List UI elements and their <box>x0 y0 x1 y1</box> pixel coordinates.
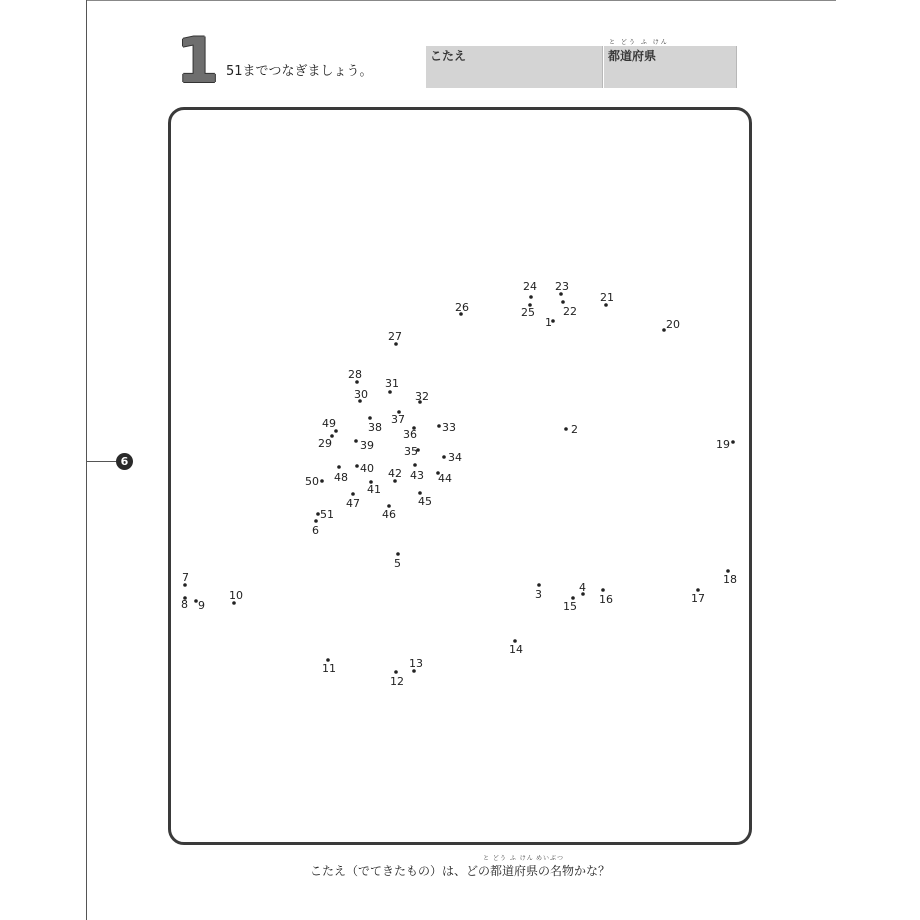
dot-label: 44 <box>438 472 452 485</box>
dot-23[interactable] <box>555 280 569 296</box>
dot-label: 5 <box>394 557 401 570</box>
bottom-question: こたえ（でてきたもの）は、どの都道府県の名物かな？ <box>309 864 610 878</box>
dot-37[interactable] <box>391 410 405 426</box>
dot-label: 21 <box>600 291 614 304</box>
dot-30[interactable] <box>354 388 368 403</box>
dot-point[interactable] <box>320 479 324 483</box>
dot-26[interactable] <box>455 301 469 316</box>
dot-label: 24 <box>523 280 537 293</box>
dot-label: 11 <box>322 662 336 675</box>
problem-number: 1 <box>176 24 220 97</box>
dot-label: 2 <box>571 423 578 436</box>
dot-2[interactable] <box>564 423 578 436</box>
dot-24[interactable] <box>523 280 537 299</box>
dot-label: 15 <box>563 600 577 613</box>
dot-35[interactable] <box>404 445 420 458</box>
answer-label: こたえ <box>430 49 467 63</box>
dot-label: 43 <box>410 469 424 482</box>
dot-label: 41 <box>367 483 381 496</box>
dot-21[interactable] <box>600 291 614 307</box>
dot-label: 38 <box>368 421 382 434</box>
dot-label: 22 <box>563 305 577 318</box>
dot-34[interactable] <box>442 451 462 464</box>
dot-label: 47 <box>346 497 360 510</box>
dot-label: 26 <box>455 301 469 314</box>
dot-label: 34 <box>448 451 462 464</box>
dot-label: 49 <box>322 417 336 430</box>
dot-4[interactable] <box>579 581 586 596</box>
dot-29[interactable] <box>318 434 334 450</box>
dot-43[interactable] <box>410 463 424 482</box>
dot-6[interactable] <box>312 519 319 537</box>
dot-20[interactable] <box>662 318 680 332</box>
dot-point[interactable] <box>354 439 358 443</box>
dot-47[interactable] <box>346 492 360 510</box>
dot-label: 12 <box>390 675 404 688</box>
dot-point[interactable] <box>355 464 359 468</box>
dot-25[interactable] <box>521 303 535 319</box>
dot-5[interactable] <box>394 552 401 570</box>
dot-label: 35 <box>404 445 418 458</box>
dot-9[interactable] <box>194 599 205 612</box>
dot-point[interactable] <box>368 416 372 420</box>
dot-label: 48 <box>334 471 348 484</box>
question-ruby-meibutsu: めいぶつ <box>536 855 565 862</box>
dot-38[interactable] <box>368 416 382 434</box>
dot-label: 27 <box>388 330 402 343</box>
prefecture-label: 都道府県 <box>608 49 657 63</box>
dot-label: 7 <box>182 571 189 584</box>
dot-point[interactable] <box>537 583 541 587</box>
dot-12[interactable] <box>390 670 404 688</box>
dot-11[interactable] <box>322 658 336 675</box>
prefecture-ruby: と どう ふ けん <box>609 39 669 46</box>
dot-1[interactable] <box>545 316 555 329</box>
dot-point[interactable] <box>564 427 568 431</box>
dot-27[interactable] <box>388 330 402 346</box>
page-number-badge: 6 <box>116 453 133 470</box>
dot-label: 42 <box>388 467 402 480</box>
dot-13[interactable] <box>409 657 423 673</box>
dot-label: 45 <box>418 495 432 508</box>
dot-point[interactable] <box>731 440 735 444</box>
dot-label: 3 <box>535 588 542 601</box>
question-ruby-prefecture: と どう ふ けん <box>483 855 534 862</box>
dot-46[interactable] <box>382 504 396 521</box>
dot-22[interactable] <box>561 300 577 318</box>
dot-label: 51 <box>320 508 334 521</box>
dot-18[interactable] <box>723 569 737 586</box>
dot-51[interactable] <box>316 508 334 521</box>
dot-label: 40 <box>360 462 374 475</box>
dot-50[interactable] <box>305 475 324 488</box>
dot-label: 50 <box>305 475 319 488</box>
dot-49[interactable] <box>322 417 338 433</box>
dot-3[interactable] <box>535 583 542 601</box>
dot-8[interactable] <box>181 596 188 611</box>
dot-label: 10 <box>229 589 243 602</box>
dot-label: 17 <box>691 592 705 605</box>
dot-14[interactable] <box>509 639 523 656</box>
dot-19[interactable] <box>716 438 735 451</box>
dot-label: 9 <box>198 599 205 612</box>
dot-39[interactable] <box>354 439 374 452</box>
dot-label: 37 <box>391 413 405 426</box>
dot-45[interactable] <box>418 491 432 508</box>
dot-label: 4 <box>579 581 586 594</box>
dot-label: 32 <box>415 390 429 403</box>
dot-48[interactable] <box>334 465 348 484</box>
dot-label: 16 <box>599 593 613 606</box>
dot-10[interactable] <box>229 589 243 605</box>
dot-label: 13 <box>409 657 423 670</box>
dot-label: 19 <box>716 438 730 451</box>
dot-label: 31 <box>385 377 399 390</box>
dot-point[interactable] <box>351 492 355 496</box>
dot-41[interactable] <box>367 480 381 496</box>
dot-point[interactable] <box>442 455 446 459</box>
dot-point[interactable] <box>413 463 417 467</box>
instruction-text: 51までつなぎましょう。 <box>226 64 373 79</box>
dot-16[interactable] <box>599 588 613 606</box>
dot-28[interactable] <box>348 368 362 384</box>
dot-42[interactable] <box>388 467 402 483</box>
dot-label: 28 <box>348 368 362 381</box>
dot-7[interactable] <box>182 571 189 587</box>
dot-point[interactable] <box>394 670 398 674</box>
dot-point[interactable] <box>437 424 441 428</box>
dot-point[interactable] <box>396 552 400 556</box>
dot-label: 30 <box>354 388 368 401</box>
dot-point[interactable] <box>337 465 341 469</box>
dot-label: 23 <box>555 280 569 293</box>
dot-label: 39 <box>360 439 374 452</box>
dot-label: 14 <box>509 643 523 656</box>
dot-point[interactable] <box>561 300 565 304</box>
dot-label: 6 <box>312 524 319 537</box>
dot-32[interactable] <box>415 390 429 404</box>
dot-label: 18 <box>723 573 737 586</box>
dot-40[interactable] <box>355 462 374 475</box>
dot-point[interactable] <box>388 390 392 394</box>
dot-44[interactable] <box>436 471 452 485</box>
dot-label: 36 <box>403 428 417 441</box>
dot-label: 1 <box>545 316 552 329</box>
dot-point[interactable] <box>529 295 533 299</box>
dot-label: 33 <box>442 421 456 434</box>
dot-15[interactable] <box>563 596 577 613</box>
dot-label: 25 <box>521 306 535 319</box>
dot-point[interactable] <box>314 519 318 523</box>
dot-36[interactable] <box>403 426 417 441</box>
dot-label: 46 <box>382 508 396 521</box>
dot-31[interactable] <box>385 377 399 394</box>
dot-label: 20 <box>666 318 680 331</box>
dot-label: 8 <box>181 598 188 611</box>
dot-label: 29 <box>318 437 332 450</box>
page-tab-line <box>86 461 116 462</box>
dot-point[interactable] <box>601 588 605 592</box>
dot-17[interactable] <box>691 588 705 605</box>
dot-33[interactable] <box>437 421 456 434</box>
